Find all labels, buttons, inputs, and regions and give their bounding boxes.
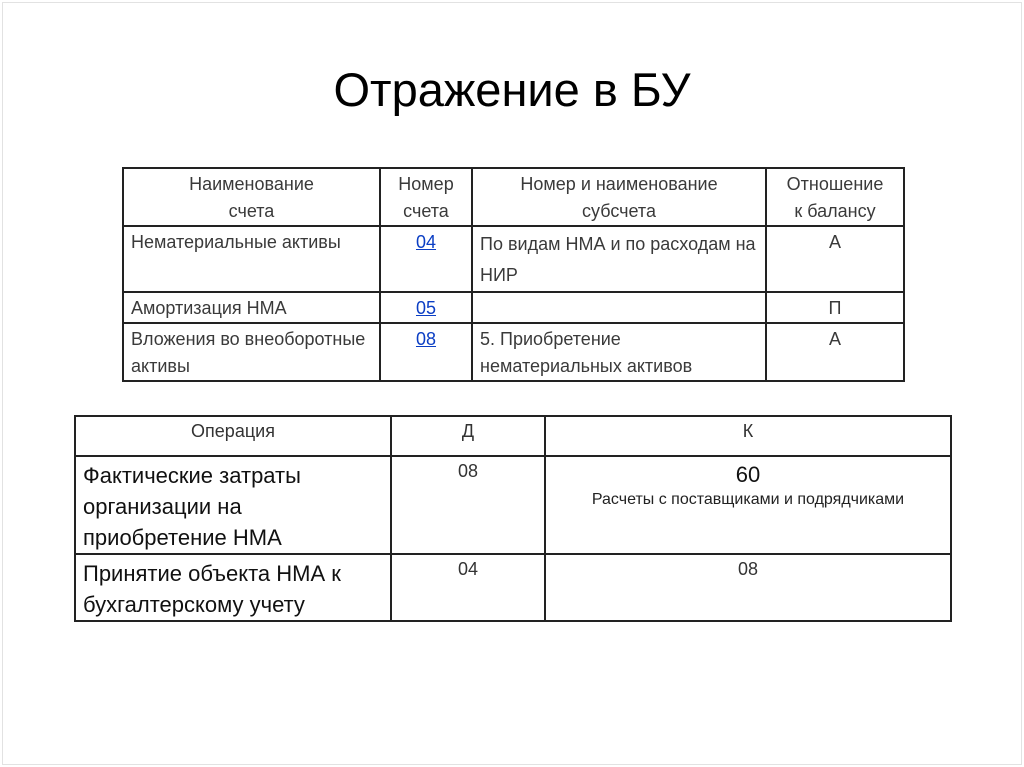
credit-account: 08 [545, 554, 951, 621]
credit-account: 60 [735, 462, 761, 487]
account-name: Вложения во внеоборотные активы [123, 323, 380, 381]
credit-note: Расчеты с поставщиками и подрядчиками [591, 491, 905, 508]
subaccount: 5. Приобретение нематериальных активов [472, 323, 766, 381]
account-number-link[interactable]: 08 [415, 329, 437, 349]
table-row [123, 226, 904, 292]
header-debit: Д [391, 416, 545, 456]
header-operation: Операция [75, 416, 391, 456]
subaccount [472, 292, 766, 323]
operation-text: Фактические затраты организации на приобретение НМА [75, 456, 391, 554]
header-account-number: Номер счета [380, 168, 472, 226]
account-name: Амортизация НМА [123, 292, 380, 323]
operations-header-row [75, 416, 951, 456]
credit-cell [545, 456, 951, 554]
operation-text: Принятие объекта НМА к бухгалтерскому учету [75, 554, 391, 621]
table-row [123, 292, 904, 323]
accounts-header-row [123, 168, 904, 226]
account-number-link[interactable]: 04 [415, 232, 437, 252]
operations-table [74, 415, 952, 622]
debit-account: 08 [391, 456, 545, 554]
debit-account: 04 [391, 554, 545, 621]
subaccount: По видам НМА и по расходам на НИР [472, 226, 766, 292]
header-balance-relation: Отношение к балансу [766, 168, 904, 226]
balance-relation: А [766, 323, 904, 381]
balance-relation: А [766, 226, 904, 292]
header-account-name: Наименование счета [123, 168, 380, 226]
slide-title: Отражение в БУ [333, 63, 691, 116]
table-row [123, 323, 904, 381]
header-credit: К [545, 416, 951, 456]
account-name: Нематериальные активы [123, 226, 380, 292]
account-number-link[interactable]: 05 [415, 298, 437, 318]
accounts-table [122, 167, 905, 382]
table-row [75, 456, 951, 554]
header-subaccount: Номер и наименование субсчета [472, 168, 766, 226]
table-row [75, 554, 951, 621]
balance-relation: П [766, 292, 904, 323]
